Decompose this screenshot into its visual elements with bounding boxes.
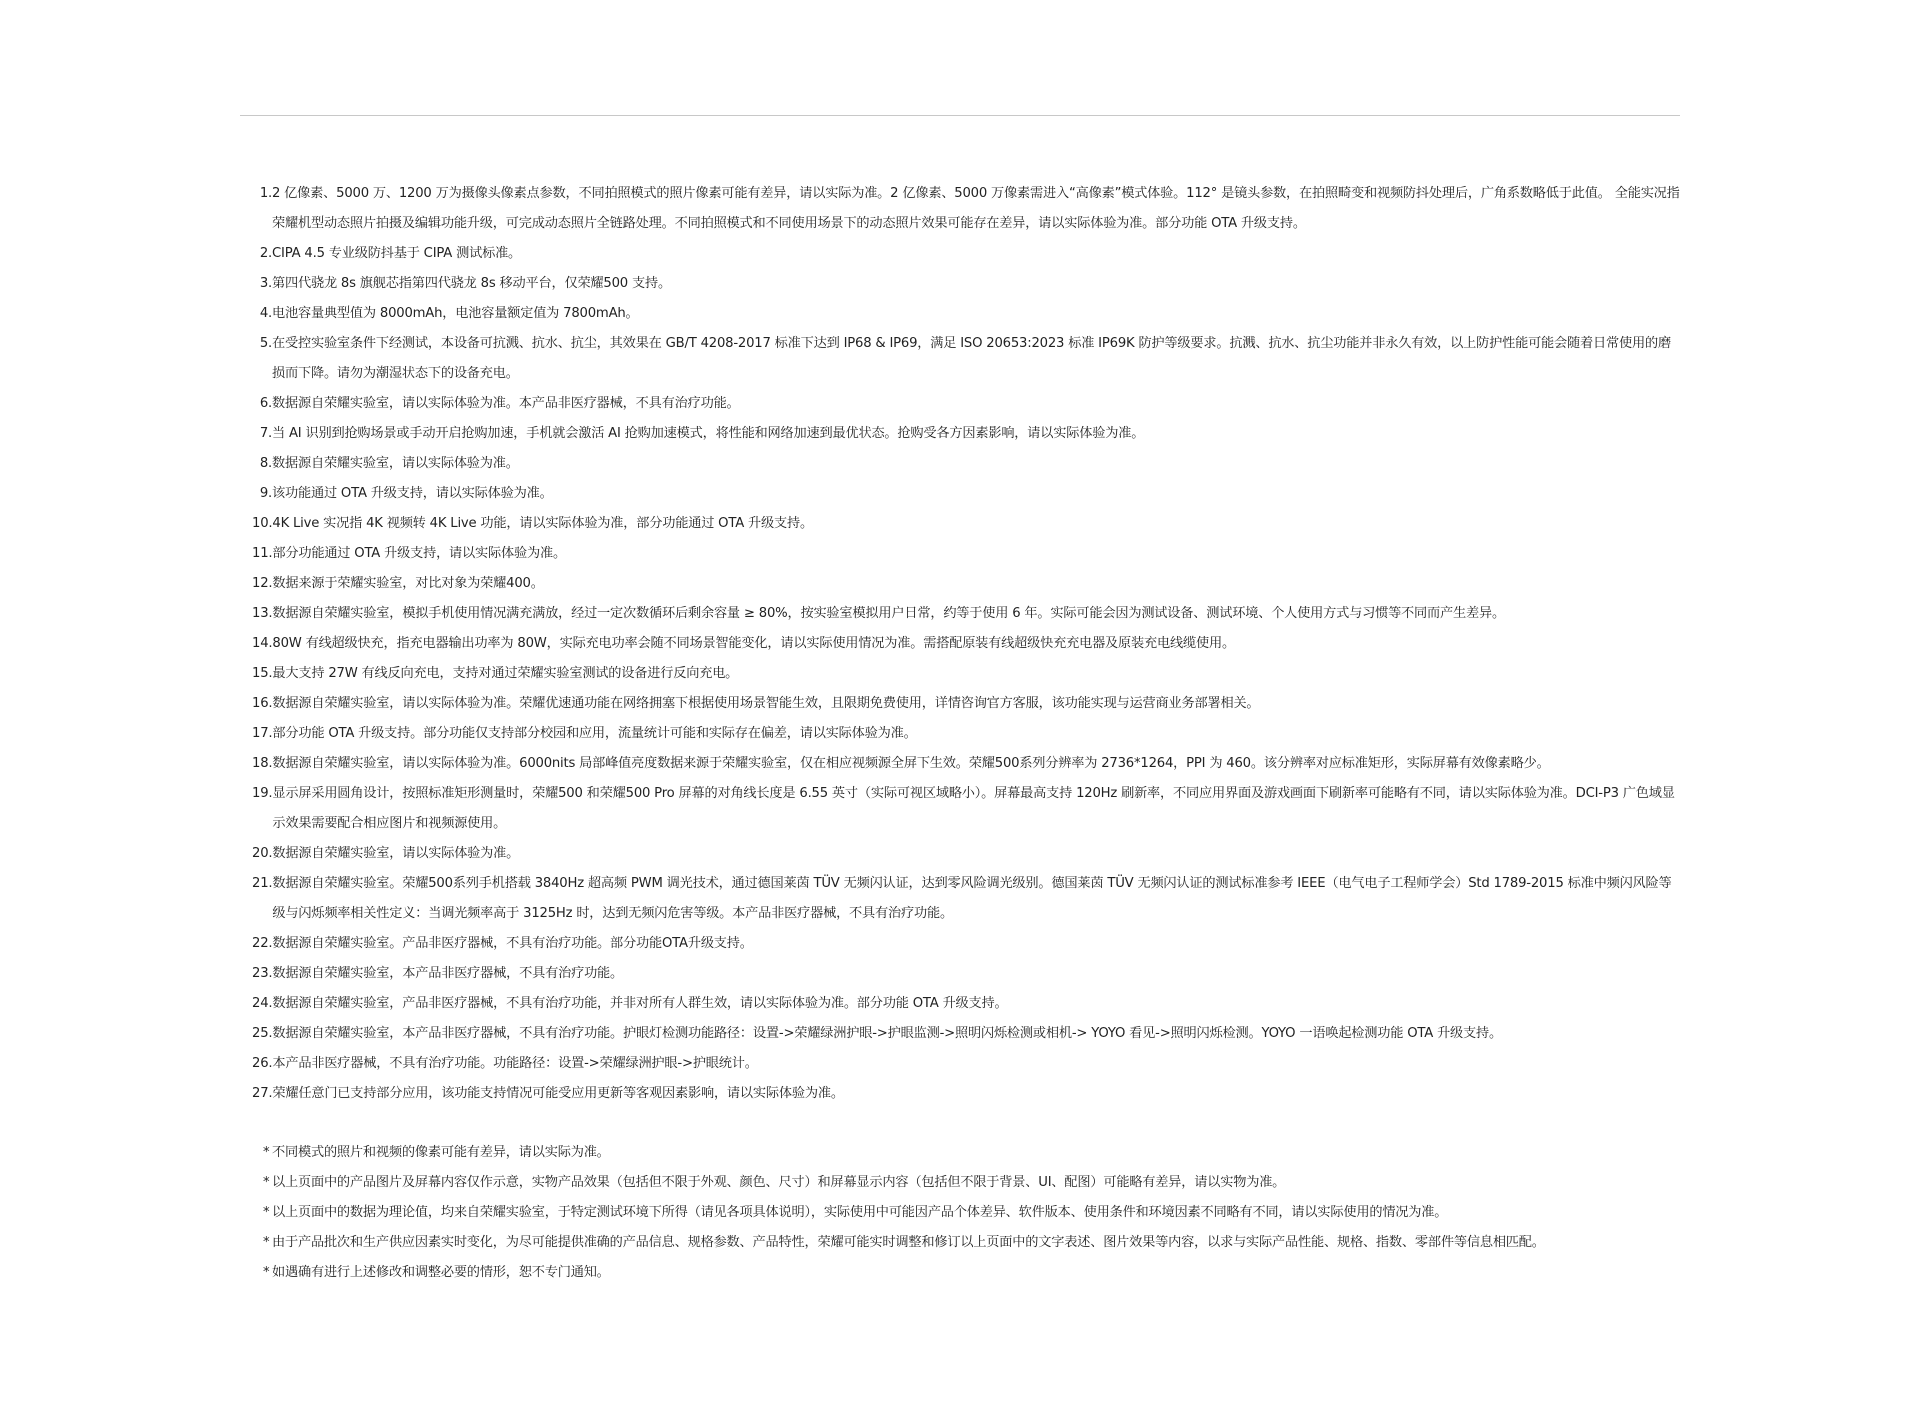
footnote-item bbox=[252, 449, 1682, 479]
disclaimer-text: 不同模式的照片和视频的像素可能有差异，请以实际为准。 bbox=[272, 1145, 610, 1160]
footnote-text: 2 亿像素、5000 万、1200 万为摄像头像素点参数，不同拍照模式的照片像素可能有差异，请以实际为准。2 亿像素、5000 万像素需进入“高像素”模式体验。112° 是镜头参数，在拍照畸变和视频防抖处理后，广角系数略低于此值。 全能实况指荣耀机型动态照片拍摄及编辑功能升级，可完成动态照片全链路处理。不同拍照模式和不同使用场景下的动态照片效果可能存在差异，请以实际体验为准。部分功能 OTA 升级支持。 bbox=[272, 186, 1680, 231]
footnote-number: 20. bbox=[252, 846, 273, 861]
disclaimer-text: 由于产品批次和生产供应因素实时变化，为尽可能提供准确的产品信息、规格参数、产品特性，荣耀可能实时调整和修订以上页面中的文字表述、图片效果等内容，以求与实际产品性能、规格、指数、零部件等信息相匹配。 bbox=[272, 1235, 1545, 1250]
disclaimer-text: 如遇确有进行上述修改和调整必要的情形，恕不专门通知。 bbox=[272, 1265, 610, 1280]
disclaimer-item bbox=[263, 1168, 1683, 1198]
footnote-text: 数据源自荣耀实验室，模拟手机使用情况满充满放，经过一定次数循环后剩余容量 ≥ 80%，按实验室模拟用户日常，约等于使用 6 年。实际可能会因为测试设备、测试环境、个人使用方式与习惯等不同而产生差异。 bbox=[272, 606, 1505, 621]
footnote-text: 数据源自荣耀实验室，请以实际体验为准。荣耀优速通功能在网络拥塞下根据使用场景智能生效，且限期免费使用，详情咨询官方客服，该功能实现与运营商业务部署相关。 bbox=[272, 696, 1260, 711]
footnote-text: 荣耀任意门已支持部分应用，该功能支持情况可能受应用更新等客观因素影响，请以实际体验为准。 bbox=[272, 1086, 844, 1101]
footnote-item bbox=[252, 719, 1682, 749]
footnote-item bbox=[252, 1019, 1682, 1049]
asterisk-mark: * bbox=[263, 1205, 270, 1220]
footnote-text: CIPA 4.5 专业级防抖基于 CIPA 测试标准。 bbox=[272, 246, 522, 261]
footnote-text: 4K Live 实况指 4K 视频转 4K Live 功能，请以实际体验为准，部分功能通过 OTA 升级支持。 bbox=[272, 516, 813, 531]
footnote-item bbox=[252, 269, 1682, 299]
footnote-number: 16. bbox=[252, 696, 273, 711]
footnote-text: 本产品非医疗器械，不具有治疗功能。功能路径：设置->荣耀绿洲护眼->护眼统计。 bbox=[272, 1056, 758, 1071]
footnote-number: 18. bbox=[252, 756, 273, 771]
footnote-number: 15. bbox=[252, 666, 273, 681]
footnote-item bbox=[252, 329, 1682, 389]
footnote-number: 11. bbox=[252, 546, 273, 561]
section-divider bbox=[240, 115, 1680, 116]
footnote-text: 当 AI 识别到抢购场景或手动开启抢购加速，手机就会激活 AI 抢购加速模式，将性能和网络加速到最优状态。抢购受各方因素影响，请以实际体验为准。 bbox=[272, 426, 1145, 441]
footnote-number: 22. bbox=[252, 936, 273, 951]
footnote-item bbox=[252, 659, 1682, 689]
footnote-text: 80W 有线超级快充，指充电器输出功率为 80W，实际充电功率会随不同场景智能变化，请以实际使用情况为准。需搭配原装有线超级快充充电器及原装充电线缆使用。 bbox=[272, 636, 1235, 651]
footnote-number: 1. bbox=[259, 186, 272, 201]
footnote-text: 数据源自荣耀实验室，产品非医疗器械，不具有治疗功能，并非对所有人群生效，请以实际体验为准。部分功能 OTA 升级支持。 bbox=[272, 996, 1008, 1011]
disclaimer-item bbox=[263, 1228, 1683, 1258]
footnote-item bbox=[252, 599, 1682, 629]
footnote-number: 17. bbox=[252, 726, 273, 741]
disclaimer-text: 以上页面中的数据为理论值，均来自荣耀实验室，于特定测试环境下所得（请见各项具体说明），实际使用中可能因产品个体差异、软件版本、使用条件和环境因素不同略有不同，请以实际使用的情况为准。 bbox=[272, 1205, 1448, 1220]
footnote-text: 数据源自荣耀实验室，请以实际体验为准。 bbox=[272, 456, 519, 471]
footnote-item bbox=[252, 1049, 1682, 1079]
footnote-item bbox=[252, 689, 1682, 719]
footnote-item bbox=[252, 299, 1682, 329]
footnote-item bbox=[252, 419, 1682, 449]
footnote-text: 最大支持 27W 有线反向充电，支持对通过荣耀实验室测试的设备进行反向充电。 bbox=[272, 666, 739, 681]
footnote-item bbox=[252, 509, 1682, 539]
footnote-text: 部分功能 OTA 升级支持。部分功能仅支持部分校园和应用，流量统计可能和实际存在偏差，请以实际体验为准。 bbox=[272, 726, 917, 741]
footnote-number: 3. bbox=[259, 276, 272, 291]
disclaimer-item bbox=[263, 1198, 1683, 1228]
footnote-item bbox=[252, 389, 1682, 419]
asterisk-mark: * bbox=[263, 1235, 270, 1250]
footnote-number: 23. bbox=[252, 966, 273, 981]
disclaimer-text: 以上页面中的产品图片及屏幕内容仅作示意，实物产品效果（包括但不限于外观、颜色、尺寸）和屏幕显示内容（包括但不限于背景、UI、配图）可能略有差异，请以实物为准。 bbox=[272, 1175, 1286, 1190]
footnote-text: 数据源自荣耀实验室，请以实际体验为准。本产品非医疗器械，不具有治疗功能。 bbox=[272, 396, 740, 411]
footnote-number: 8. bbox=[259, 456, 272, 471]
footnote-number: 6. bbox=[259, 396, 272, 411]
footnote-item bbox=[252, 989, 1682, 1019]
footnote-text: 数据源自荣耀实验室，本产品非医疗器械，不具有治疗功能。 bbox=[272, 966, 624, 981]
footnote-item bbox=[252, 869, 1682, 929]
footnote-number: 26. bbox=[252, 1056, 273, 1071]
footnote-number: 10. bbox=[252, 516, 273, 531]
footnote-item bbox=[252, 749, 1682, 779]
footnote-number: 9. bbox=[259, 486, 272, 501]
footnote-number: 4. bbox=[259, 306, 272, 321]
footnote-item bbox=[252, 629, 1682, 659]
footnote-number: 7. bbox=[259, 426, 272, 441]
asterisk-mark: * bbox=[263, 1175, 270, 1190]
footnote-text: 该功能通过 OTA 升级支持，请以实际体验为准。 bbox=[272, 486, 553, 501]
footnote-item bbox=[252, 239, 1682, 269]
footnote-text: 显示屏采用圆角设计，按照标准矩形测量时，荣耀500 和荣耀500 Pro 屏幕的对角线长度是 6.55 英寸（实际可视区域略小）。屏幕最高支持 120Hz 刷新率，不同应用界面及游戏画面下刷新率可能略有不同，请以实际体验为准。DCI-P3 广色域显示效果需要配合相应图片和视频源使用。 bbox=[272, 786, 1675, 831]
footnote-text: 第四代骁龙 8s 旗舰芯指第四代骁龙 8s 移动平台，仅荣耀500 支持。 bbox=[272, 276, 671, 291]
footnote-number: 24. bbox=[252, 996, 273, 1011]
footnote-number: 2. bbox=[259, 246, 272, 261]
footnote-text: 数据源自荣耀实验室。荣耀500系列手机搭载 3840Hz 超高频 PWM 调光技术，通过德国莱茵 TÜV 无频闪认证，达到零风险调光级别。德国莱茵 TÜV 无频闪认证的测试标准参考 IEEE（电气电子工程师学会）Std 1789-2015 标准中频闪风险等级与闪烁频率相关性定义：当调光频率高于 3125Hz 时，达到无频闪危害等级。本产品非医疗器械，不具有治疗功能。 bbox=[272, 876, 1672, 921]
footnote-number: 21. bbox=[252, 876, 273, 891]
footnote-list bbox=[252, 179, 1682, 1109]
footnote-number: 13. bbox=[252, 606, 273, 621]
footnote-number: 12. bbox=[252, 576, 273, 591]
footnote-item bbox=[252, 539, 1682, 569]
footnote-text: 数据源自荣耀实验室。产品非医疗器械，不具有治疗功能。部分功能OTA升级支持。 bbox=[272, 936, 753, 951]
footnote-text: 数据源自荣耀实验室，本产品非医疗器械，不具有治疗功能。护眼灯检测功能路径：设置->荣耀绿洲护眼->护眼监测->照明闪烁检测或相机-> YOYO 看见->照明闪烁检测。YOYO 一语唤起检测功能 OTA 升级支持。 bbox=[272, 1026, 1503, 1041]
disclaimer-list bbox=[263, 1138, 1683, 1288]
asterisk-mark: * bbox=[263, 1145, 270, 1160]
footnote-item bbox=[252, 569, 1682, 599]
footnote-text: 电池容量典型值为 8000mAh，电池容量额定值为 7800mAh。 bbox=[272, 306, 639, 321]
footnote-text: 数据源自荣耀实验室，请以实际体验为准。 bbox=[272, 846, 520, 861]
footnote-number: 19. bbox=[252, 786, 273, 801]
footnote-number: 27. bbox=[252, 1086, 273, 1101]
footnote-item bbox=[252, 959, 1682, 989]
asterisk-mark: * bbox=[263, 1265, 270, 1280]
footnote-item bbox=[252, 839, 1682, 869]
footnote-item bbox=[252, 779, 1682, 839]
footnote-number: 25. bbox=[252, 1026, 273, 1041]
footnote-text: 数据源自荣耀实验室，请以实际体验为准。6000nits 局部峰值亮度数据来源于荣耀实验室，仅在相应视频源全屏下生效。荣耀500系列分辨率为 2736*1264，PPI 为 460。该分辨率对应标准矩形，实际屏幕有效像素略少。 bbox=[272, 756, 1550, 771]
footnote-text: 部分功能通过 OTA 升级支持，请以实际体验为准。 bbox=[272, 546, 566, 561]
footnote-text: 数据来源于荣耀实验室，对比对象为荣耀400。 bbox=[272, 576, 544, 591]
footnote-number: 5. bbox=[259, 336, 272, 351]
footnote-text: 在受控实验室条件下经测试，本设备可抗溅、抗水、抗尘，其效果在 GB/T 4208-2017 标准下达到 IP68 & IP69，满足 ISO 20653:2023 标准 IP69K 防护等级要求。抗溅、抗水、抗尘功能并非永久有效，以上防护性能可能会随着日常使用的磨损而下降。请勿为潮湿状态下的设备充电。 bbox=[272, 336, 1671, 381]
footnote-number: 14. bbox=[252, 636, 273, 651]
footnote-item bbox=[252, 1079, 1682, 1109]
disclaimer-item bbox=[263, 1138, 1683, 1168]
footnote-item bbox=[252, 179, 1682, 239]
footnote-item bbox=[252, 479, 1682, 509]
footnote-item bbox=[252, 929, 1682, 959]
disclaimer-item bbox=[263, 1258, 1683, 1288]
